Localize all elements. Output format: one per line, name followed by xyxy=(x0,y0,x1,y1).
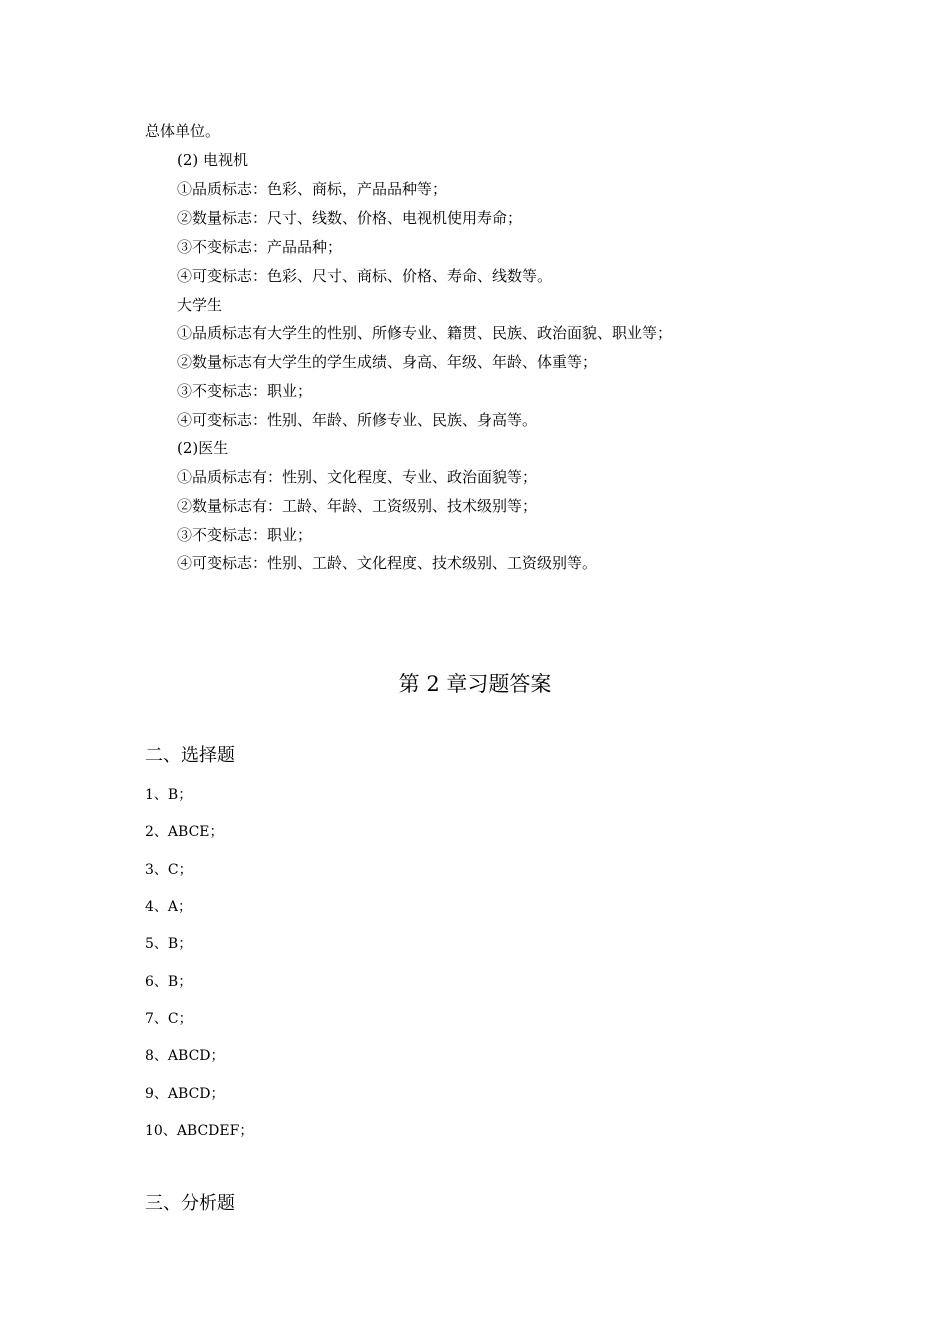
answer-item: 4、A； xyxy=(145,899,193,915)
answer-item: 7、C； xyxy=(145,1011,193,1027)
answer-item: 1、B； xyxy=(145,787,193,803)
answer-item: 10、ABCDEF； xyxy=(145,1123,254,1139)
text-line: ④可变标志：色彩、尺寸、商标、价格、寿命、线数等。 xyxy=(177,267,553,285)
answer-item: 6、B； xyxy=(145,974,193,990)
answer-item: 5、B； xyxy=(145,936,193,952)
text-line: ④可变标志：性别、工龄、文化程度、技术级别、工资级别等。 xyxy=(177,554,598,572)
answer-item: 3、C； xyxy=(145,862,193,878)
text-line: ④可变标志：性别、年龄、所修专业、民族、身高等。 xyxy=(177,411,538,429)
text-line: ②数量标志有大学生的学生成绩、身高、年级、年龄、体重等； xyxy=(177,353,598,371)
text-line: 总体单位。 xyxy=(145,122,221,140)
text-line: ②数量标志：尺寸、线数、价格、电视机使用寿命； xyxy=(177,209,523,227)
answer-item: 2、ABCE； xyxy=(145,824,224,840)
answer-item: 8、ABCD； xyxy=(145,1048,225,1064)
text-line: ①品质标志有：性别、文化程度、专业、政治面貌等； xyxy=(177,468,538,486)
section-heading-choice: 二、选择题 xyxy=(145,745,235,766)
text-line: 大学生 xyxy=(177,296,223,314)
section-heading-analysis: 三、分析题 xyxy=(145,1193,235,1214)
text-line: ③不变标志：产品品种； xyxy=(177,238,343,256)
text-line: ①品质标志有大学生的性别、所修专业、籍贯、民族、政治面貌、职业等； xyxy=(177,324,673,342)
text-line: ③不变标志：职业； xyxy=(177,382,313,400)
text-line: ③不变标志：职业； xyxy=(177,526,313,544)
text-line: (2) 电视机 xyxy=(177,151,249,169)
chapter-title: 第 2 章习题答案 xyxy=(398,672,552,696)
text-line: (2)医生 xyxy=(177,439,229,457)
answer-item: 9、ABCD； xyxy=(145,1086,225,1102)
text-line: ①品质标志：色彩、商标，产品品种等； xyxy=(177,180,448,198)
text-line: ②数量标志有：工龄、年龄、工资级别、技术级别等； xyxy=(177,497,538,515)
